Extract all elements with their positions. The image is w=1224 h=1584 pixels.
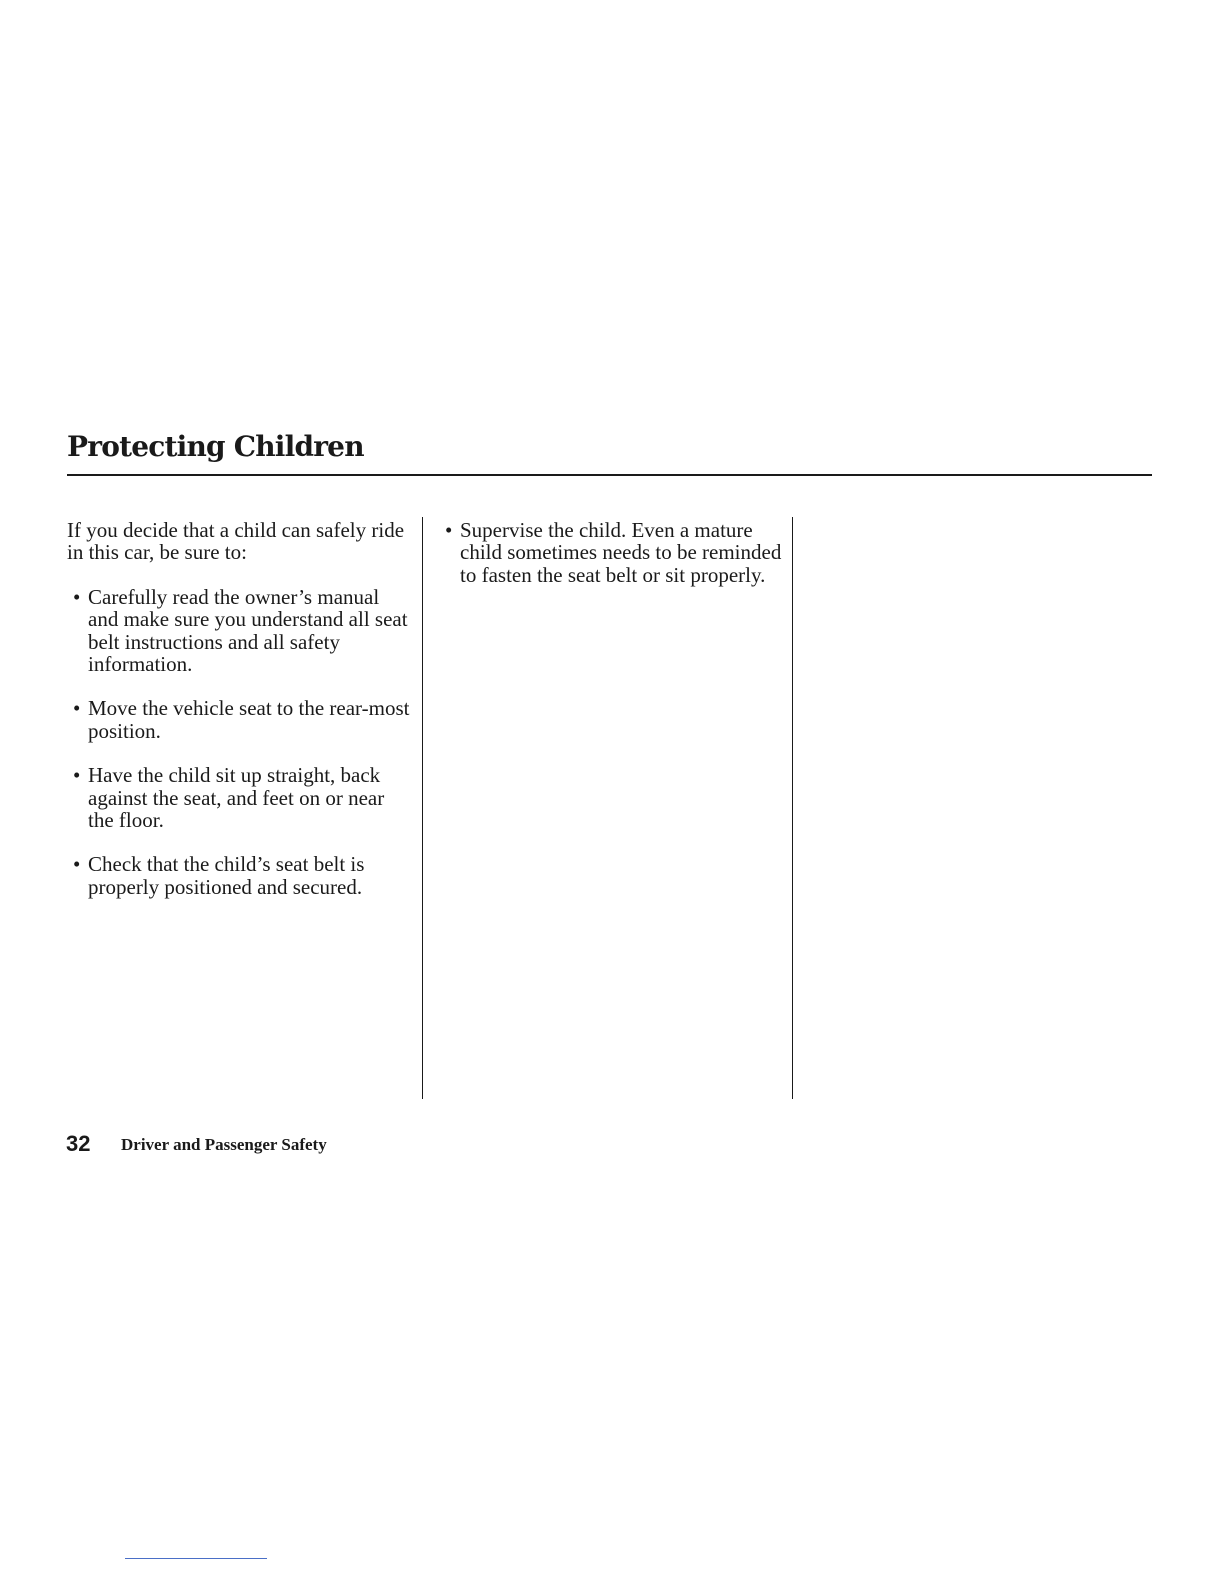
bullet-icon: •: [73, 696, 81, 721]
bullet-icon: •: [445, 518, 453, 542]
page-title: Protecting Children: [67, 430, 364, 463]
page-number: 32: [66, 1131, 91, 1156]
list-item-text: Move the vehicle seat to the rear-most position.: [88, 696, 410, 743]
list-item-text: Have the child sit up straight, back against the seat, and feet on or near the floor.: [88, 763, 385, 833]
link-underline[interactable]: [125, 1558, 267, 1559]
column-divider: [422, 517, 423, 1099]
bullet-icon: •: [73, 852, 81, 877]
bullet-icon: •: [73, 584, 81, 609]
footer-section-label: Driver and Passenger Safety: [121, 1135, 327, 1154]
left-bullet-list: [67, 586, 412, 898]
list-item: [67, 697, 412, 742]
list-item: [67, 853, 412, 898]
middle-column: [445, 519, 785, 608]
bullet-icon: •: [73, 763, 81, 788]
intro-paragraph: If you decide that a child can safely ride in this car, be sure to:: [67, 518, 405, 565]
list-item-text: Supervise the child. Even a mature child sometimes needs to be reminded to fasten the seat belt or sit properly.: [460, 518, 782, 587]
column-divider: [792, 517, 793, 1099]
list-item: [445, 519, 785, 586]
list-item-text: Carefully read the owner’s manual and make sure you understand all seat belt instructions and all safety information.: [88, 584, 408, 677]
right-bullet-list: [445, 519, 785, 586]
title-divider: [67, 474, 1152, 476]
list-item: [67, 586, 412, 676]
left-column: [67, 519, 412, 920]
list-item: [67, 764, 412, 831]
list-item-text: Check that the child’s seat belt is properly positioned and secured.: [88, 852, 365, 899]
